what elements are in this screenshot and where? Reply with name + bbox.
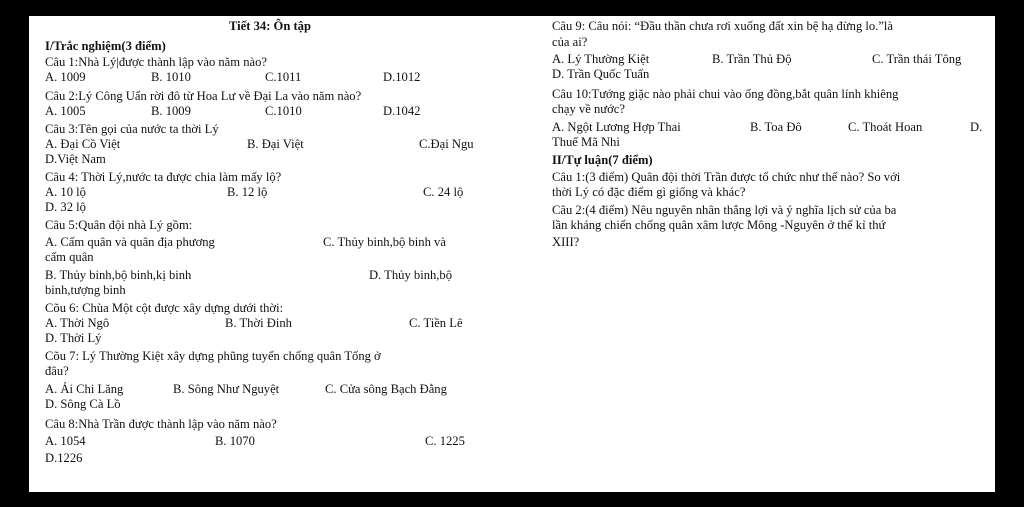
option-a: A. Cấm quân và quân địa phương bbox=[45, 235, 215, 249]
option-a: A. Ải Chi Lăng bbox=[45, 382, 124, 396]
question-3-option-d: D.Việt Nam bbox=[45, 152, 106, 166]
option-c: C. Thoát Hoan bbox=[848, 120, 923, 134]
question-10: Câu 10:Tướng giặc nào phải chui vào ống đồng,bắt quân lính khiêng bbox=[552, 87, 899, 101]
option-a: A. Ngột Lương Hợp Thai bbox=[552, 120, 681, 134]
essay-question-2: Câu 2:(4 điểm) Nêu nguyên nhân thắng lợi và ý nghĩa lịch sử của ba bbox=[552, 203, 897, 217]
question-7: Cõu 7: Lý Thường Kiệt xây dựng phũng tuyến chống quân Tống ở bbox=[45, 349, 381, 363]
option-b: B. 1009 bbox=[151, 104, 191, 118]
option-c: C. Tiền Lê bbox=[409, 316, 463, 330]
question-7-option-d: D. Sông Cà Lồ bbox=[45, 397, 121, 411]
question-6: Cõu 6: Chùa Một cột được xây dựng dưới thời: bbox=[45, 301, 284, 315]
document-page bbox=[29, 16, 995, 492]
option-b: B. Thời Đinh bbox=[225, 316, 292, 330]
option-c: C.1011 bbox=[265, 70, 302, 84]
option-a: A. Đại Cồ Việt bbox=[45, 137, 121, 151]
option-d: D. bbox=[970, 120, 983, 134]
option-b: B. Toa Đô bbox=[750, 120, 802, 134]
essay-question-1-continued: thời Lý có đặc điểm gì giống và khác? bbox=[552, 185, 746, 199]
option-b: B. 1010 bbox=[151, 70, 191, 84]
option-a: A. 10 lộ bbox=[45, 185, 86, 199]
option-a: A. 1005 bbox=[45, 104, 86, 118]
question-2: Câu 2:Lý Công Uẩn rời đô từ Hoa Lư về Đại La vào năm nào? bbox=[45, 89, 362, 103]
question-6-option-d: D. Thời Lý bbox=[45, 331, 102, 345]
option-b: B. Đại Việt bbox=[247, 137, 304, 151]
option-b: B. Thủy binh,bộ binh,kị binh bbox=[45, 268, 192, 282]
essay-question-2-line2: lần kháng chiến chống quân xâm lược Mông -Nguyên ở thế kỉ thứ bbox=[552, 218, 886, 232]
option-c: C. 24 lộ bbox=[423, 185, 464, 199]
option-c: C. Trần thái Tông bbox=[872, 52, 962, 66]
page-title: Tiết 34: Ôn tập bbox=[229, 19, 311, 33]
option-b: B. 1070 bbox=[215, 434, 255, 448]
option-a: A. Thời Ngô bbox=[45, 316, 110, 330]
option-b: B. Sông Như Nguyệt bbox=[173, 382, 280, 396]
question-7-continued: đâu? bbox=[45, 364, 69, 378]
section-multiple-choice: I/Trắc nghiệm(3 điểm) bbox=[45, 39, 166, 53]
option-c: C. Cửa sông Bạch Đằng bbox=[325, 382, 447, 396]
option-c-continued: cấm quân bbox=[45, 250, 94, 264]
option-a: A. 1009 bbox=[45, 70, 86, 84]
option-a: A. Lý Thường Kiệt bbox=[552, 52, 650, 66]
question-8-option-d: D.1226 bbox=[45, 451, 83, 465]
question-4-option-d: D. 32 lộ bbox=[45, 200, 86, 214]
essay-question-1: Câu 1:(3 điểm) Quân đội thời Trần được tổ chức như thế nào? So với bbox=[552, 170, 901, 184]
option-d-continued: Thuế Mã Nhi bbox=[552, 135, 620, 149]
option-c: C. Thủy binh,bộ binh và bbox=[323, 235, 446, 249]
option-c: C. 1225 bbox=[425, 434, 465, 448]
option-c: C.Đại Ngu bbox=[419, 137, 474, 151]
option-b: B. 12 lộ bbox=[227, 185, 268, 199]
question-8: Câu 8:Nhà Trần được thành lập vào năm nào? bbox=[45, 417, 277, 431]
question-10-continued: chạy về nước? bbox=[552, 102, 625, 116]
question-4: Câu 4: Thời Lý,nước ta được chia làm mấy lộ? bbox=[45, 170, 282, 184]
option-d: D.1012 bbox=[383, 70, 421, 84]
question-3: Câu 3:Tên gọi của nước ta thời Lý bbox=[45, 122, 219, 136]
option-a: A. 1054 bbox=[45, 434, 86, 448]
option-c: C.1010 bbox=[265, 104, 302, 118]
question-1: Câu 1:Nhà Lý|được thành lập vào năm nào? bbox=[45, 55, 267, 69]
option-d-continued: binh,tượng binh bbox=[45, 283, 126, 297]
option-d: D.1042 bbox=[383, 104, 421, 118]
section-essay: II/Tự luận(7 điểm) bbox=[552, 153, 653, 167]
question-5: Câu 5:Quân đội nhà Lý gồm: bbox=[45, 218, 193, 232]
question-9: Câu 9: Câu nói: “Đầu thần chưa rơi xuống đất xin bệ hạ đừng lo.”là bbox=[552, 19, 894, 33]
question-9-continued: của ai? bbox=[552, 35, 588, 49]
essay-question-2-line3: XIII? bbox=[552, 235, 580, 249]
question-9-option-d: D. Trần Quốc Tuấn bbox=[552, 67, 650, 81]
option-d: D. Thủy binh,bộ bbox=[369, 268, 453, 282]
option-b: B. Trần Thủ Độ bbox=[712, 52, 792, 66]
